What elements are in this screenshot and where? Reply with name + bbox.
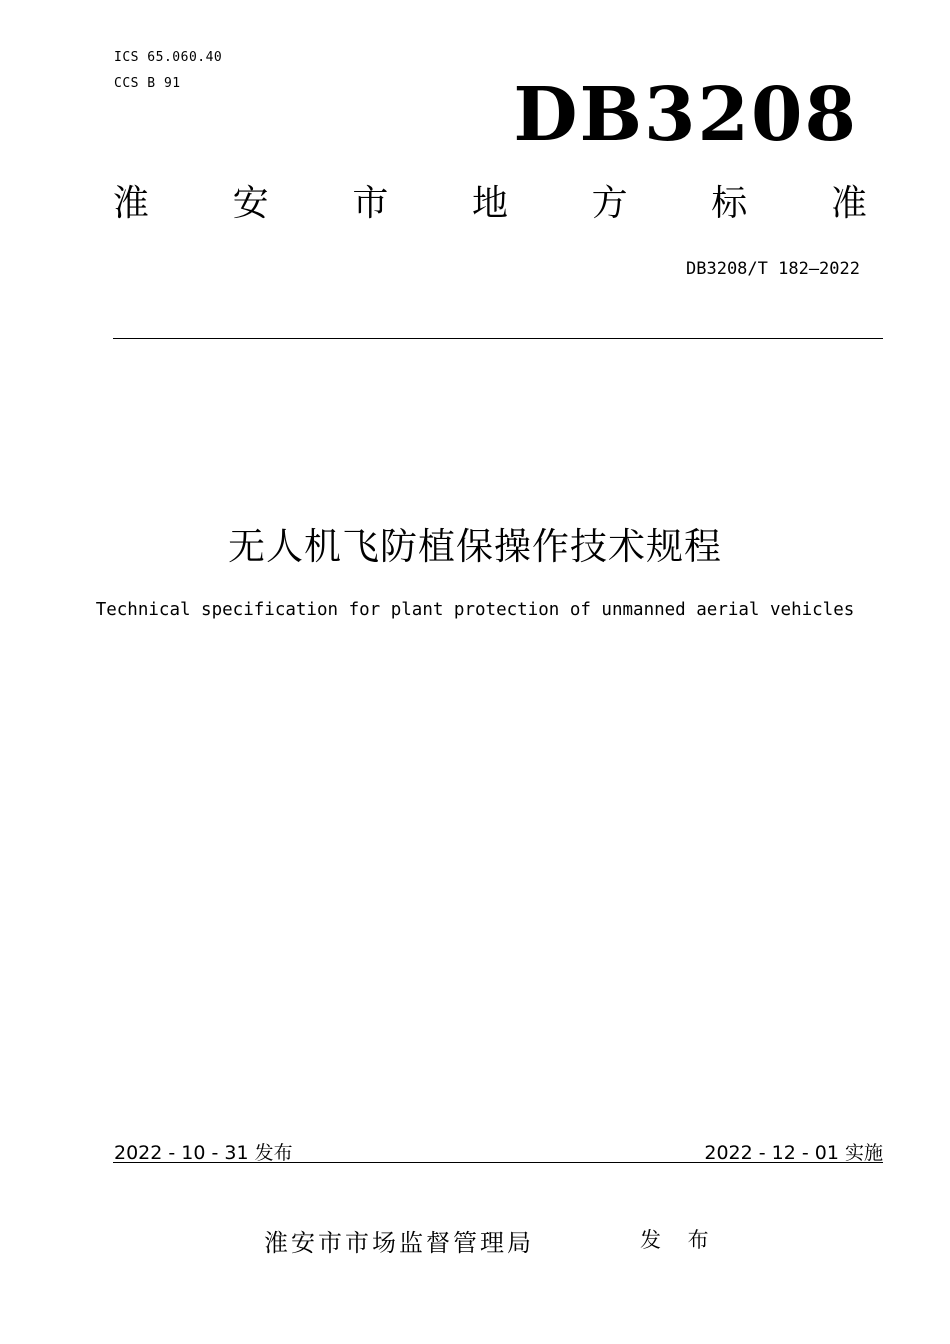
header-divider	[113, 338, 883, 339]
document-title-chinese: 无人机飞防植保操作技术规程	[228, 525, 722, 568]
effective-date: 2022 - 12 - 01 实施	[704, 1142, 883, 1164]
standard-type-char: 准	[830, 183, 867, 224]
ccs-code: CCS B 91	[114, 76, 181, 91]
footer-divider	[113, 1162, 883, 1163]
standard-type-char: 市	[352, 183, 389, 224]
standard-type-char: 标	[711, 183, 748, 224]
document-title-english: Technical specification for plant protection of unmanned aerial vehicles	[95, 600, 855, 620]
issue-label: 发 布	[640, 1228, 719, 1252]
standard-type-char: 方	[591, 183, 628, 224]
issue-date: 2022 - 10 - 31 发布	[114, 1142, 293, 1164]
standard-type	[113, 183, 867, 224]
issuing-authority: 淮安市市场监督管理局	[264, 1229, 534, 1257]
standard-type-char: 安	[232, 183, 269, 224]
standard-code-heading: DB3208	[513, 72, 858, 158]
standard-type-char: 地	[471, 183, 508, 224]
standard-type-char: 淮	[113, 183, 150, 224]
ics-code: ICS 65.060.40	[114, 50, 223, 65]
standard-number: DB3208/T 182—2022	[686, 259, 860, 279]
